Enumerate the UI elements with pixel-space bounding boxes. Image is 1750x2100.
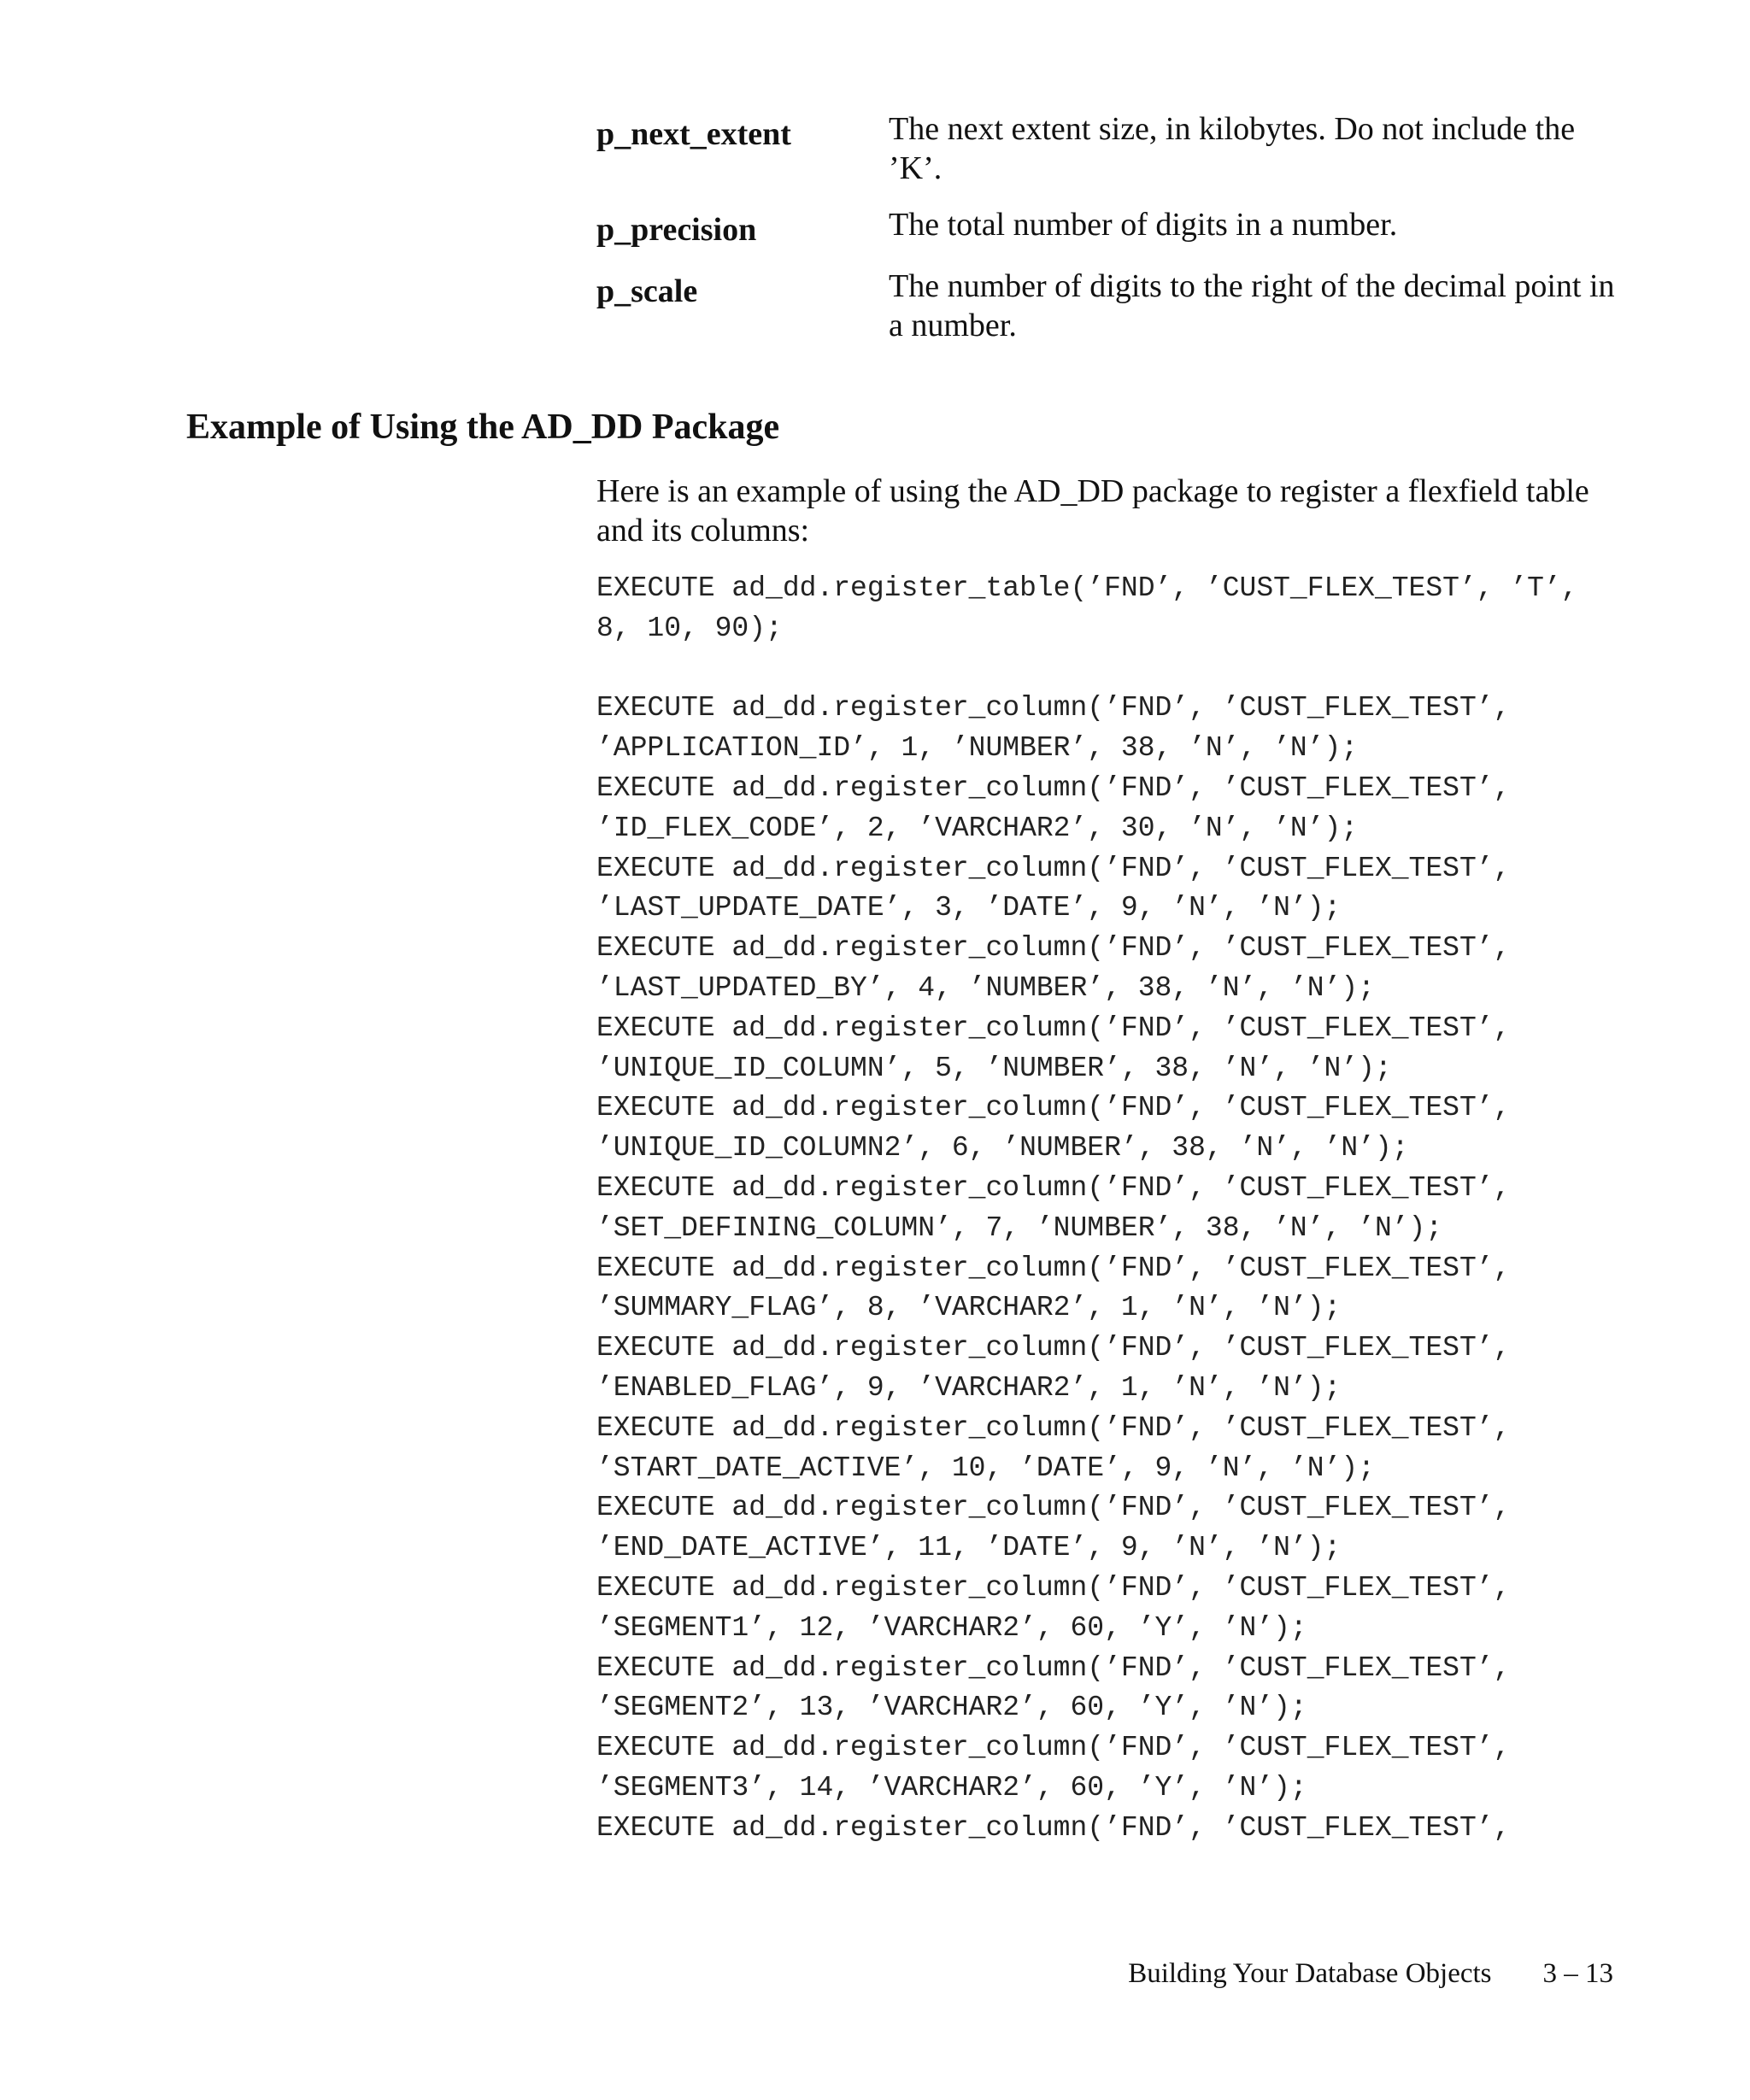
code-line: ’SEGMENT3’, 14, ’VARCHAR2’, 60, ’Y’, ’N’);: [596, 1771, 1307, 1804]
code-line: ’SET_DEFINING_COLUMN’, 7, ’NUMBER’, 38, ’N’, ’N’);: [596, 1211, 1443, 1244]
code-line: ’UNIQUE_ID_COLUMN’, 5, ’NUMBER’, 38, ’N’, ’N’);: [596, 1052, 1392, 1084]
code-line: EXECUTE ad_dd.register_column(’FND’, ’CUST_FLEX_TEST’,: [596, 1492, 1511, 1524]
parameter-row: [596, 205, 1622, 249]
code-line: [596, 649, 1665, 689]
code-line: EXECUTE ad_dd.register_column(’FND’, ’CUST_FLEX_TEST’,: [596, 1332, 1511, 1364]
code-line: EXECUTE ad_dd.register_table(’FND’, ’CUST_FLEX_TEST’, ’T’,: [596, 572, 1578, 604]
code-line: 8, 10, 90);: [596, 612, 783, 644]
code-line: EXECUTE ad_dd.register_column(’FND’, ’CUST_FLEX_TEST’,: [596, 1571, 1511, 1604]
code-line: EXECUTE ad_dd.register_column(’FND’, ’CUST_FLEX_TEST’,: [596, 1732, 1511, 1764]
code-line: EXECUTE ad_dd.register_column(’FND’, ’CUST_FLEX_TEST’,: [596, 1252, 1511, 1284]
code-line: ’START_DATE_ACTIVE’, 10, ’DATE’, 9, ’N’, ’N’);: [596, 1452, 1375, 1484]
code-line: EXECUTE ad_dd.register_column(’FND’, ’CUST_FLEX_TEST’,: [596, 771, 1511, 804]
footer-title: Building Your Database Objects: [1128, 1958, 1492, 1989]
parameter-row: [596, 267, 1622, 345]
section-heading: Example of Using the AD_DD Package: [186, 408, 780, 447]
code-line: ’ID_FLEX_CODE’, 2, ’VARCHAR2’, 30, ’N’, ’N’);: [596, 812, 1359, 844]
code-block: [596, 569, 1665, 1849]
code-line: EXECUTE ad_dd.register_column(’FND’, ’CUST_FLEX_TEST’,: [596, 1651, 1511, 1684]
code-line: ’LAST_UPDATED_BY’, 4, ’NUMBER’, 38, ’N’, ’N’);: [596, 971, 1375, 1004]
code-line: ’SUMMARY_FLAG’, 8, ’VARCHAR2’, 1, ’N’, ’N’);: [596, 1292, 1342, 1324]
code-line: ’APPLICATION_ID’, 1, ’NUMBER’, 38, ’N’, ’N’);: [596, 732, 1359, 765]
code-line: ’SEGMENT1’, 12, ’VARCHAR2’, 60, ’Y’, ’N’);: [596, 1611, 1307, 1644]
page-footer: [1128, 1956, 1613, 1991]
parameter-description: The total number of digits in a number.: [889, 207, 1398, 243]
code-line: ’ENABLED_FLAG’, 9, ’VARCHAR2’, 1, ’N’, ’N’);: [596, 1371, 1342, 1404]
code-line: EXECUTE ad_dd.register_column(’FND’, ’CUST_FLEX_TEST’,: [596, 1811, 1511, 1844]
parameter-description: The number of digits to the right of the decimal point in a number.: [889, 268, 1615, 343]
parameter-row: [596, 109, 1622, 188]
code-line: EXECUTE ad_dd.register_column(’FND’, ’CUST_FLEX_TEST’,: [596, 1012, 1511, 1044]
code-line: EXECUTE ad_dd.register_column(’FND’, ’CUST_FLEX_TEST’,: [596, 1171, 1511, 1204]
parameter-description: The next extent size, in kilobytes. Do not include the ’K’.: [889, 111, 1576, 186]
code-line: ’SEGMENT2’, 13, ’VARCHAR2’, 60, ’Y’, ’N’);: [596, 1692, 1307, 1724]
code-line: ’END_DATE_ACTIVE’, 11, ’DATE’, 9, ’N’, ’N’);: [596, 1532, 1342, 1564]
code-line: EXECUTE ad_dd.register_column(’FND’, ’CUST_FLEX_TEST’,: [596, 1092, 1511, 1124]
parameter-name: p_next_extent: [596, 116, 791, 152]
code-line: EXECUTE ad_dd.register_column(’FND’, ’CUST_FLEX_TEST’,: [596, 1411, 1511, 1444]
code-line: ’LAST_UPDATE_DATE’, 3, ’DATE’, 9, ’N’, ’N’);: [596, 892, 1342, 924]
code-line: EXECUTE ad_dd.register_column(’FND’, ’CUST_FLEX_TEST’,: [596, 692, 1511, 724]
parameter-name: p_precision: [596, 212, 757, 248]
code-line: EXECUTE ad_dd.register_column(’FND’, ’CUST_FLEX_TEST’,: [596, 852, 1511, 884]
page-number: 3 – 13: [1542, 1958, 1613, 1989]
code-line: EXECUTE ad_dd.register_column(’FND’, ’CUST_FLEX_TEST’,: [596, 932, 1511, 965]
parameter-list: [596, 109, 1622, 362]
intro-paragraph: Here is an example of using the AD_DD package to register a flexfield table and its columns:: [596, 473, 1589, 548]
code-line: ’UNIQUE_ID_COLUMN2’, 6, ’NUMBER’, 38, ’N’, ’N’);: [596, 1132, 1409, 1164]
parameter-name: p_scale: [596, 273, 698, 309]
